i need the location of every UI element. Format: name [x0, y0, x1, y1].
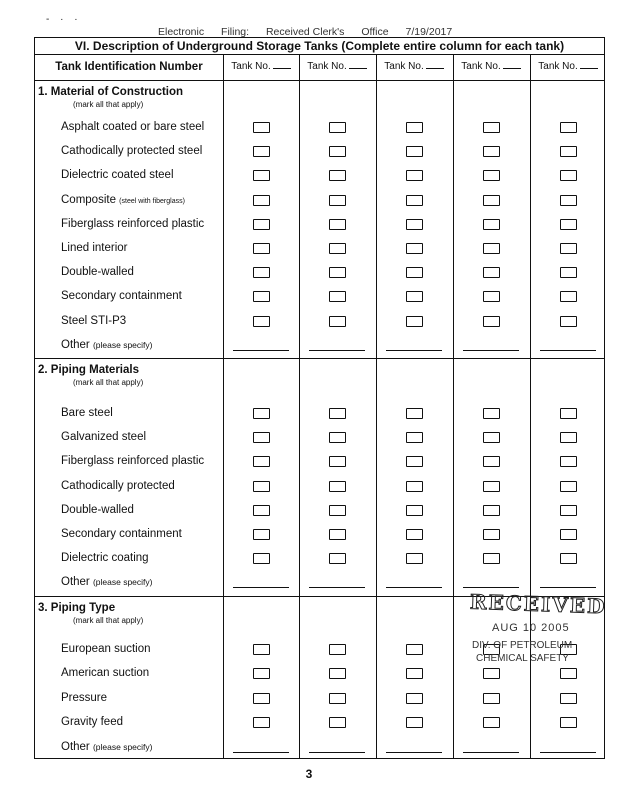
checkbox[interactable]: [560, 529, 577, 540]
option-text: Asphalt coated or bare steel: [61, 121, 205, 133]
option-label: [61, 741, 153, 753]
other-specify-field[interactable]: [386, 350, 442, 351]
option-text: Galvanized steel: [61, 431, 147, 444]
checkbox[interactable]: [329, 481, 346, 492]
column-divider: [223, 54, 224, 758]
other-specify-field[interactable]: [309, 350, 365, 351]
option-text: Secondary containment: [61, 290, 182, 303]
checkbox[interactable]: [253, 693, 270, 704]
checkbox[interactable]: [483, 146, 500, 157]
option-label: [61, 552, 149, 564]
checkbox[interactable]: [560, 243, 577, 254]
tank-number-text: Tank No.: [461, 61, 501, 72]
other-specify-field[interactable]: [386, 752, 442, 753]
option-text: Lined interior: [61, 242, 128, 254]
option-text: American suction: [61, 667, 150, 680]
option-label: [61, 643, 151, 655]
checkbox[interactable]: [560, 195, 577, 206]
option-label: [61, 266, 134, 278]
checkbox[interactable]: [329, 170, 346, 181]
option-text: Fiberglass reinforced plastic: [61, 217, 205, 230]
option-label: [61, 218, 204, 230]
filing-header-part: Filing:: [221, 26, 250, 38]
option-text: Steel STI-P3: [61, 314, 127, 327]
column-divider: [376, 54, 377, 758]
other-specify-field[interactable]: [463, 752, 519, 753]
checkbox[interactable]: [560, 668, 577, 679]
checkbox[interactable]: [483, 243, 500, 254]
checkbox[interactable]: [483, 481, 500, 492]
filing-header-part: Office: [361, 26, 389, 38]
option-label: [61, 576, 153, 588]
checkbox[interactable]: [483, 316, 500, 327]
option-label: [61, 455, 204, 467]
checkbox[interactable]: [483, 553, 500, 564]
checkbox[interactable]: [329, 529, 346, 540]
other-specify-field[interactable]: [463, 350, 519, 351]
option-text: Composite: [61, 193, 116, 206]
checkbox[interactable]: [406, 481, 423, 492]
other-specify-field[interactable]: [540, 350, 596, 351]
checkbox[interactable]: [329, 456, 346, 467]
checkbox[interactable]: [406, 122, 423, 133]
option-label: [61, 504, 134, 516]
checkbox[interactable]: [560, 481, 577, 492]
checkbox[interactable]: [483, 219, 500, 230]
tank-id-label: Tank Identification Number: [55, 61, 203, 73]
option-text: Bare steel: [61, 407, 113, 419]
checkbox[interactable]: [483, 408, 500, 419]
filing-header-part: Received Clerk's: [265, 26, 345, 38]
checkbox[interactable]: [329, 195, 346, 206]
checkbox[interactable]: [483, 195, 500, 206]
tank-number-field[interactable]: [580, 59, 598, 69]
section-title: 2. Piping Materials: [38, 364, 139, 376]
option-note: (steel with fiberglass): [119, 197, 185, 205]
checkbox[interactable]: [253, 122, 270, 133]
other-specify-field[interactable]: [386, 587, 442, 588]
checkbox[interactable]: [329, 408, 346, 419]
stamp-line-1: DIV. OF PETROLEUM: [472, 640, 573, 651]
section-subtitle: (mark all that apply): [73, 100, 144, 109]
checkbox[interactable]: [406, 219, 423, 230]
checkbox[interactable]: [560, 408, 577, 419]
tank-number-label: [530, 54, 606, 80]
checkbox[interactable]: [560, 267, 577, 278]
stamp-date: AUG 10 2005: [492, 622, 570, 634]
option-label: [61, 315, 126, 327]
checkbox[interactable]: [329, 644, 346, 655]
option-text: Pressure: [61, 691, 108, 704]
checkbox[interactable]: [483, 432, 500, 443]
checkbox[interactable]: [560, 146, 577, 157]
option-text: Cathodically protected steel: [61, 145, 203, 158]
checkbox[interactable]: [253, 668, 270, 679]
checkbox[interactable]: [329, 122, 346, 133]
checkbox[interactable]: [483, 267, 500, 278]
checkbox[interactable]: [253, 529, 270, 540]
checkbox[interactable]: [560, 505, 577, 516]
checkbox[interactable]: [406, 146, 423, 157]
checkbox[interactable]: [329, 553, 346, 564]
option-text: Gravity feed: [61, 716, 123, 729]
option-label: [61, 242, 127, 254]
checkbox[interactable]: [253, 316, 270, 327]
checkbox[interactable]: [253, 505, 270, 516]
checkbox[interactable]: [253, 481, 270, 492]
corner-marks: - · ·: [46, 14, 82, 25]
form-title: VI. Description of Underground Storage Tanks (Complete entire column for each tank): [35, 38, 604, 55]
checkbox[interactable]: [483, 717, 500, 728]
checkbox[interactable]: [483, 122, 500, 133]
checkbox[interactable]: [253, 219, 270, 230]
other-specify-field[interactable]: [540, 752, 596, 753]
option-label: [61, 692, 107, 704]
checkbox[interactable]: [253, 408, 270, 419]
option-text: Other: [61, 338, 90, 351]
checkbox[interactable]: [329, 267, 346, 278]
checkbox[interactable]: [329, 717, 346, 728]
option-text: Other: [61, 576, 90, 589]
other-specify-field[interactable]: [309, 752, 365, 753]
checkbox[interactable]: [560, 122, 577, 133]
tank-number-text: Tank No.: [307, 61, 347, 72]
checkbox[interactable]: [406, 243, 423, 254]
checkbox[interactable]: [483, 456, 500, 467]
checkbox[interactable]: [406, 432, 423, 443]
checkbox[interactable]: [406, 505, 423, 516]
option-text: Double-walled: [61, 503, 134, 516]
section-subtitle: (mark all that apply): [73, 378, 144, 387]
option-label: [61, 431, 146, 443]
option-label: [61, 528, 182, 540]
checkbox[interactable]: [406, 553, 423, 564]
checkbox[interactable]: [253, 644, 270, 655]
checkbox[interactable]: [406, 408, 423, 419]
option-label: [61, 716, 123, 728]
checkbox[interactable]: [329, 243, 346, 254]
option-label: [61, 121, 204, 133]
other-specify-field[interactable]: [233, 587, 289, 588]
tank-number-label: [223, 54, 299, 80]
checkbox[interactable]: [406, 529, 423, 540]
checkbox[interactable]: [560, 316, 577, 327]
checkbox[interactable]: [483, 668, 500, 679]
checkbox[interactable]: [329, 316, 346, 327]
checkbox[interactable]: [406, 316, 423, 327]
option-label: [61, 169, 174, 181]
page-number: 3: [305, 767, 313, 781]
checkbox[interactable]: [560, 170, 577, 181]
checkbox[interactable]: [406, 717, 423, 728]
tank-number-field[interactable]: [273, 59, 291, 69]
tank-number-field[interactable]: [503, 59, 521, 69]
tank-number-label: [376, 54, 452, 80]
checkbox[interactable]: [253, 291, 270, 302]
received-stamp: [468, 590, 608, 670]
column-divider: [453, 54, 454, 758]
checkbox[interactable]: [329, 432, 346, 443]
section-title: 3. Piping Type: [38, 602, 116, 614]
other-specify-field[interactable]: [309, 587, 365, 588]
checkbox[interactable]: [406, 456, 423, 467]
tank-number-field[interactable]: [349, 59, 367, 69]
checkbox[interactable]: [329, 219, 346, 230]
checkbox[interactable]: [406, 291, 423, 302]
checkbox[interactable]: [406, 693, 423, 704]
option-text: Dielectric coating: [61, 552, 149, 565]
checkbox[interactable]: [560, 456, 577, 467]
checkbox[interactable]: [560, 291, 577, 302]
option-text: Double-walled: [61, 266, 134, 279]
checkbox[interactable]: [329, 146, 346, 157]
checkbox[interactable]: [253, 553, 270, 564]
checkbox[interactable]: [406, 170, 423, 181]
checkbox[interactable]: [253, 456, 270, 467]
checkbox[interactable]: [483, 529, 500, 540]
checkbox[interactable]: [560, 693, 577, 704]
option-label: [61, 145, 202, 157]
checkbox[interactable]: [406, 195, 423, 206]
checkbox[interactable]: [253, 267, 270, 278]
checkbox[interactable]: [329, 505, 346, 516]
option-label: [61, 194, 185, 206]
checkbox[interactable]: [406, 668, 423, 679]
option-note: (please specify): [92, 339, 153, 350]
checkbox[interactable]: [406, 644, 423, 655]
option-text: Secondary containment: [61, 528, 182, 540]
option-text: Dielectric coated steel: [61, 169, 174, 182]
checkbox[interactable]: [253, 195, 270, 206]
option-text: Other: [61, 740, 90, 753]
tank-number-text: Tank No.: [538, 61, 578, 72]
filing-header-part: Electronic: [158, 26, 205, 38]
checkbox[interactable]: [406, 267, 423, 278]
checkbox[interactable]: [253, 243, 270, 254]
option-label: [61, 290, 182, 302]
tank-number-text: Tank No.: [231, 61, 271, 72]
checkbox[interactable]: [560, 717, 577, 728]
checkbox[interactable]: [483, 693, 500, 704]
option-label: [61, 407, 113, 419]
section-divider: [35, 358, 604, 359]
other-specify-field[interactable]: [233, 350, 289, 351]
checkbox[interactable]: [483, 505, 500, 516]
option-text: European suction: [61, 643, 151, 655]
option-text: Fiberglass reinforced plastic: [61, 455, 205, 468]
checkbox[interactable]: [560, 553, 577, 564]
option-label: [61, 339, 153, 351]
checkbox[interactable]: [560, 432, 577, 443]
tank-number-field[interactable]: [426, 59, 444, 69]
tank-number-label: [299, 54, 375, 80]
checkbox[interactable]: [329, 668, 346, 679]
stamp-line-2: CHEMICAL SAFETY: [476, 653, 569, 664]
other-specify-field[interactable]: [540, 587, 596, 588]
option-text: Cathodically protected: [61, 479, 175, 492]
checkbox[interactable]: [253, 146, 270, 157]
option-label: [61, 480, 175, 492]
checkbox[interactable]: [560, 219, 577, 230]
column-divider: [299, 54, 300, 758]
tank-number-label: [453, 54, 529, 80]
checkbox[interactable]: [483, 170, 500, 181]
option-label: [61, 667, 149, 679]
checkbox[interactable]: [253, 170, 270, 181]
stamp-heading: RECEIVED: [469, 589, 607, 619]
tank-number-text: Tank No.: [384, 61, 424, 72]
option-note: (please specify): [92, 577, 153, 588]
filing-header-date: 7/19/2017: [405, 26, 453, 38]
section-title: 1. Material of Construction: [38, 86, 184, 98]
option-note: (please specify): [92, 741, 153, 752]
other-specify-field[interactable]: [233, 752, 289, 753]
checkbox[interactable]: [253, 717, 270, 728]
checkbox[interactable]: [483, 291, 500, 302]
other-specify-field[interactable]: [463, 587, 519, 588]
section-subtitle: (mark all that apply): [73, 616, 144, 625]
checkbox[interactable]: [253, 432, 270, 443]
tank-id-row: [35, 54, 604, 81]
checkbox[interactable]: [329, 693, 346, 704]
checkbox[interactable]: [329, 291, 346, 302]
